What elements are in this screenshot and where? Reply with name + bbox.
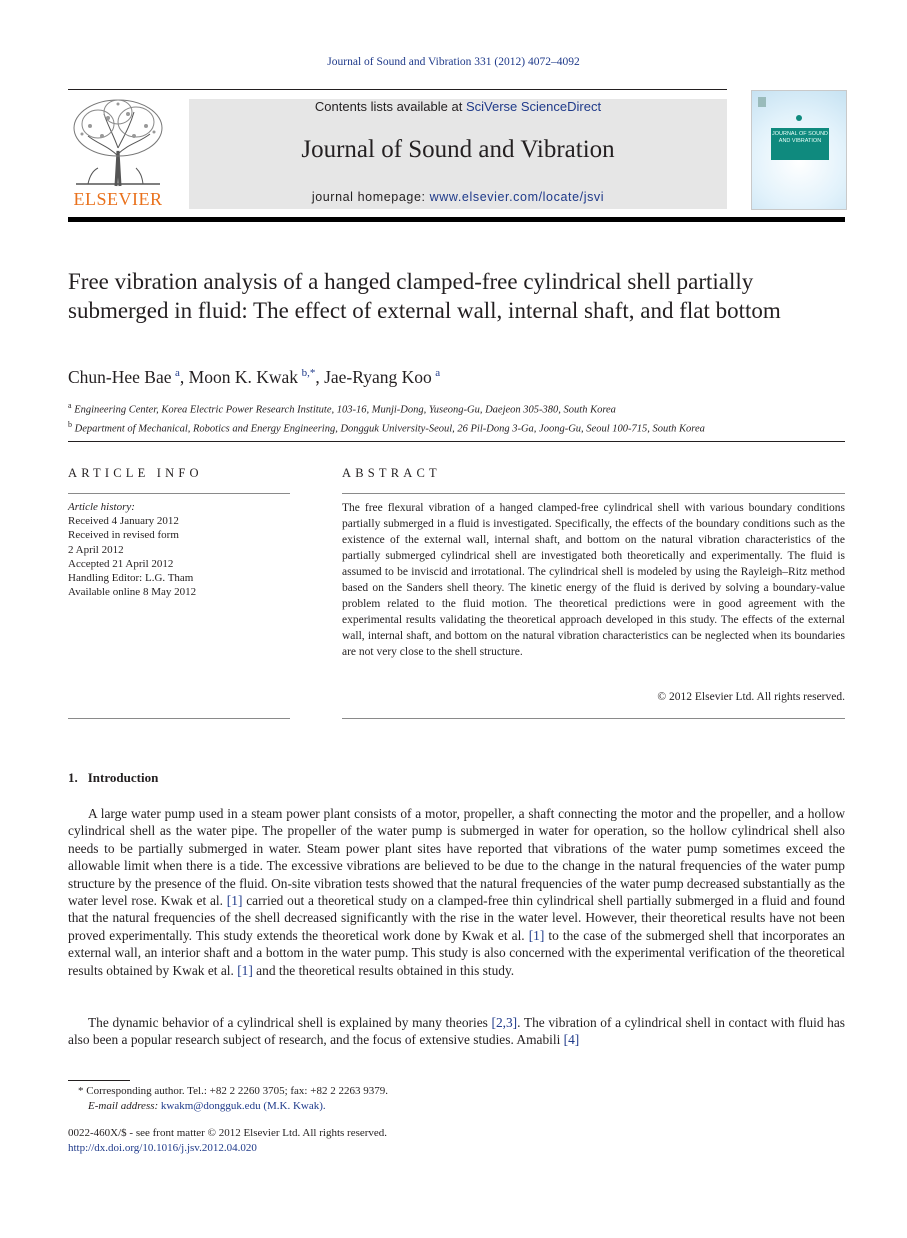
section-title: Introduction (87, 770, 159, 785)
paragraph-text: and the theoretical results obtained in this study. (252, 962, 515, 978)
journal-homepage (189, 190, 727, 204)
reference-link[interactable]: [2,3] (491, 1015, 518, 1030)
reference-link[interactable]: [4] (563, 1032, 580, 1048)
paragraph-text: to the case of the submerged shell that incorporates an external wall, an interior shaft and a bottom in the water pump. This study is also concerned with the experimental verification of the theoretical results obtained by Kwak et al. (68, 927, 845, 978)
elsevier-logo[interactable] (68, 96, 168, 210)
contents-prefix: Contents lists available at (314, 99, 466, 114)
sciencedirect-link[interactable]: SciVerse ScienceDirect (465, 99, 602, 114)
email-link[interactable]: kwakm@dongguk.edu (M.K. Kwak). (160, 1100, 326, 1112)
affiliation-rule (68, 441, 845, 442)
affiliation-text: Engineering Center, Korea Electric Power Research Institute, 103-16, Munji-Dong, Yuseong-Gu, Daejeon 305-380, South Korea (74, 404, 616, 416)
journal-name[interactable]: Journal of Sound and Vibration (301, 136, 615, 163)
homepage-link[interactable]: www.elsevier.com/locate/jsvi (429, 190, 605, 204)
author-name[interactable]: Chun-Hee Bae (68, 367, 172, 387)
body-paragraph (68, 805, 845, 979)
author-affil-mark[interactable]: b,* (301, 367, 316, 380)
paragraph-text: . The vibration of a cylindrical shell in contact with fluid has also been a popular research subject of research, and the focus of extensive studies. Amabili (68, 1015, 846, 1048)
footnote (78, 1084, 388, 1114)
section-heading (68, 770, 158, 786)
article-history (68, 500, 290, 599)
author-name[interactable]: Jae-Ryang Koo (324, 367, 432, 387)
reference-link[interactable]: [1] (528, 927, 545, 943)
author-name[interactable]: Moon K. Kwak (188, 367, 299, 387)
cover-title: JOURNAL OF SOUND AND VIBRATION (771, 128, 829, 160)
homepage-prefix: journal homepage: (311, 190, 430, 204)
history-item: Accepted 21 April 2012 (68, 557, 174, 570)
journal-masthead (189, 99, 727, 209)
body-paragraph (68, 1014, 845, 1049)
section-number: 1. (68, 770, 78, 785)
doi-link[interactable]: http://dx.doi.org/10.1016/j.jsv.2012.04.020 (68, 1142, 257, 1154)
article-info-bottom-rule (68, 718, 290, 719)
abstract-bottom-rule (342, 718, 845, 719)
email-note (78, 1099, 388, 1114)
abstract-rule (342, 493, 845, 494)
author-affil-mark[interactable]: a (435, 367, 441, 380)
history-item: 2 April 2012 (68, 543, 124, 556)
email-label: E-mail address: (88, 1100, 159, 1112)
affiliations (68, 399, 705, 437)
header-rule (68, 89, 727, 90)
history-item: Available online 8 May 2012 (68, 586, 197, 599)
paragraph-text: The dynamic behavior of a cylindrical shell is explained by many theories (88, 1015, 492, 1030)
affiliation-text: Department of Mechanical, Robotics and Energy Engineering, Dongguk University-Seoul, 26 Pil-Dong 3-Ga, Joong-Gu, Seoul 100-715, South Korea (74, 423, 705, 435)
history-item: Received 4 January 2012 (68, 515, 179, 528)
abstract-heading: ABSTRACT (342, 466, 441, 480)
cover-decoration-icon (752, 91, 846, 121)
journal-citation[interactable]: Journal of Sound and Vibration 331 (2012) 4072–4092 (327, 56, 580, 68)
affiliation-item (68, 418, 705, 437)
affiliation-item (68, 399, 705, 418)
history-item: Received in revised form (68, 529, 179, 542)
elsevier-tree-icon (68, 96, 168, 188)
contents-line (189, 99, 727, 114)
issn-line: 0022-460X/$ - see front matter © 2012 Elsevier Ltd. All rights reserved. (68, 1127, 388, 1139)
history-item: Handling Editor: L.G. Tham (68, 572, 194, 585)
reference-link[interactable]: [1] (226, 893, 243, 909)
history-label: Article history: (68, 501, 135, 513)
article-info-rule (68, 493, 290, 494)
article-title: Free vibration analysis of a hanged clamped-free cylindrical shell partially submerged in fluid: The effect of external wall, internal shaft, and flat bottom (68, 269, 781, 323)
paragraph-text: carried out a theoretical study on a clamped-free thin cylindrical shell partially submerged in a fluid and found that the natural frequencies of the shell decreased significantly with the rise in the water level. However, their theoretical results have not been proved experimentally. This study extends the theoretical work done by Kwak et al. (68, 893, 845, 943)
journal-cover-thumbnail[interactable] (751, 90, 847, 210)
author-list: Chun-Hee Bae $^a$, Moon K. Kwak $^{b,*}$, Jae-Ryang Koo $^a$ (68, 367, 441, 387)
paragraph-text: A large water pump used in a steam power plant consists of a motor, propeller, a shaft connecting the motor and the propeller, and a hollow cylindrical shell as the water pipe. The propeller of the water pump is submerged in water for operation, so the hollow cylindrical shell also needs to be partially submerged in water. Steam power plant sites have reported that vibrations of the water pump sometimes exceed the allowable limit when there is a tide. The excessive vibrations are believed to be due to the change in the natural frequencies of the water pump structure by the presence of the fluid. On-site vibration tests showed that the natural frequencies of the water pump decreased substantially as the water level rose. Kwak et al. (68, 806, 845, 909)
abstract-text: The free flexural vibration of a hanged clamped-free cylindrical shell with various boundary conditions partially submerged in a fluid is investigated. Specifically, the effects of the boundary conditions such as the existence of the external wall, internal shaft, and bottom on the natural vibration characteristics of the partially submerged cylindrical shell are investigated both theoretically and experimentally. The fluid is assumed to be inviscid and irrotational. The cylindrical shell is modeled by using the Rayleigh–Ritz method based on the Sanders shell theory. The kinetic energy of the fluid is derived by solving a boundary-value problem related to the fluid motion. The theoretical predictions were in good agreement with the experimental results validating the theoretical approach developed in this study. The effects of the external wall, internal shaft, and bottom on the natural vibration characteristics can be neglected when its boundaries are not very close to the shell structure. (342, 502, 845, 658)
elsevier-wordmark: ELSEVIER (73, 189, 163, 209)
affiliation-mark: b (68, 420, 72, 429)
header-thick-rule (68, 217, 845, 222)
author-affil-mark[interactable]: a (175, 367, 180, 380)
article-info-heading: ARTICLE INFO (68, 466, 203, 480)
article-meta (68, 1126, 387, 1156)
affiliation-mark: a (68, 401, 72, 410)
corresponding-author-note: * Corresponding author. Tel.: +82 2 2260 3705; fax: +82 2 2263 9379. (78, 1085, 388, 1097)
abstract-copyright: © 2012 Elsevier Ltd. All rights reserved. (657, 691, 845, 703)
footnote-rule (68, 1080, 130, 1081)
reference-link[interactable]: [1] (237, 962, 253, 978)
